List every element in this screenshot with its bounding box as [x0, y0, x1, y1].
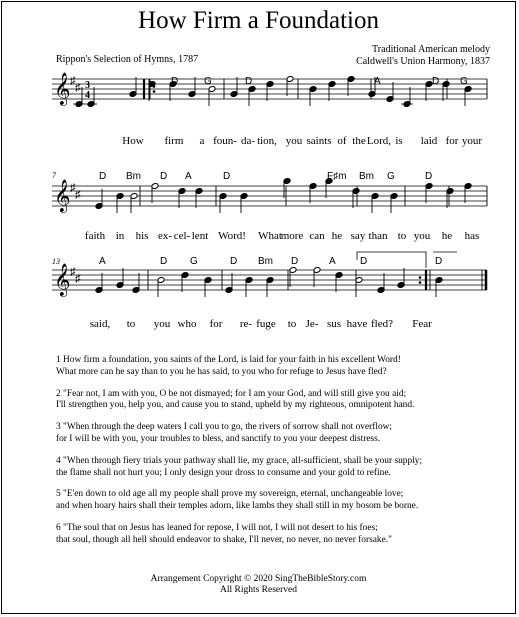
lyric-syllable: of — [337, 135, 347, 147]
chord-symbol: A — [185, 171, 192, 182]
lyric-syllable: than — [368, 230, 388, 242]
measure-number: 13 — [52, 257, 60, 266]
repeat-dot — [419, 276, 422, 279]
lyric-syllable: re- — [239, 318, 253, 330]
copyright-line: Arrangement Copyright © 2020 SingTheBibleStory.com — [150, 574, 367, 584]
first-ending-bracket — [357, 252, 426, 268]
chord-symbol: D — [223, 171, 231, 182]
treble-clef-icon: 𝄞 — [54, 179, 71, 212]
lyric-syllable: said, — [89, 318, 111, 330]
verse-line: I'll strengthen you, help you, and cause you to stand, upheld by my righteous, omnipotent hand. — [56, 400, 415, 411]
lyric-syllable: tion, — [257, 135, 277, 147]
lyric-syllable: lent — [191, 230, 209, 242]
copyright-footer — [2, 574, 515, 596]
lyric-syllable: is — [395, 135, 403, 147]
lyric-syllable: has — [464, 230, 480, 242]
verse-line: 4 "When through fiery trials your pathway shall lie, my grace, all-sufficient, shall be your supply; — [56, 455, 423, 466]
verse-line: 3 "When through the deep waters I call you to go, the rivers of sorrow shall not overflow; — [56, 422, 393, 433]
time-signature-top: 3 — [85, 80, 90, 91]
lyric-syllable: to — [287, 318, 297, 330]
lyric-syllable: fled? — [371, 318, 393, 330]
lyric-syllable: cel- — [173, 230, 191, 242]
key-signature-sharp-icon: ♯ — [70, 182, 76, 194]
key-signature-sharp-icon: ♯ — [70, 266, 76, 278]
lyric-syllable: in — [115, 230, 125, 242]
repeat-dot — [153, 90, 156, 93]
lyric-syllable: What — [258, 230, 282, 242]
chord-symbol: D — [432, 76, 440, 87]
lyric-syllable: foun- — [213, 135, 237, 147]
verse-line: 5 "E'en down to old age all my people shall prove my sovereign, eternal, unchangeable love; — [56, 489, 404, 500]
lyric-syllable: to — [126, 318, 136, 330]
lyric-syllable: he — [441, 230, 453, 242]
verse-line: 2 "Fear not, I am with you, O be not dismayed; for I am your God, and will still give you aid; — [56, 388, 407, 399]
lyric-syllable: a — [199, 135, 205, 147]
chord-symbol: D — [160, 256, 168, 267]
treble-clef-icon: 𝄞 — [54, 72, 71, 105]
chord-symbol: D — [160, 171, 168, 182]
lyric-syllable: can — [309, 230, 325, 242]
hymn-title: How Firm a Foundation — [138, 7, 379, 34]
chord-symbol: D — [230, 256, 238, 267]
verse-line: the flame shall not hurt you; I only design your dross to consume and your gold to refine. — [56, 467, 391, 478]
verse-line: 1 How firm a foundation, you saints of the Lord, is laid for your faith in his excellent Word! — [56, 355, 401, 365]
chord-symbol: Bm — [126, 171, 141, 182]
lyric-syllable: fuge — [256, 318, 276, 330]
lyric-syllable: Word! — [218, 230, 246, 242]
lyric-syllable: you — [285, 135, 303, 147]
chord-symbol: D — [291, 256, 299, 267]
treble-clef-icon: 𝄞 — [54, 263, 71, 296]
lyric-syllable: he — [331, 230, 343, 242]
lyric-syllable: ex- — [157, 230, 173, 242]
chord-symbol: G — [190, 256, 198, 267]
chord-symbol: A — [329, 256, 336, 267]
verse-line: 6 "The soul that on Jesus has leaned for repose, I will not, I will not desert to his foes; — [56, 522, 378, 533]
melody-source-line-2: Caldwell's Union Harmony, 1837 — [356, 56, 490, 67]
time-signature-bottom: 4 — [85, 90, 90, 101]
verse-3 — [56, 422, 506, 446]
chord-symbol: A — [374, 76, 381, 87]
lyric-syllable: your — [461, 135, 483, 147]
lyric-syllable: da- — [240, 135, 256, 147]
chord-symbol: G — [387, 171, 395, 182]
chord-symbol: D — [245, 76, 253, 87]
verse-5 — [56, 489, 506, 513]
hymn-source: Rippon's Selection of Hymns, 1787 — [56, 54, 199, 65]
verse-line: and when hoary hairs shall their temples adorn, like lambs they shall still in my bosom be borne. — [56, 501, 419, 512]
chord-symbol: Bm — [258, 256, 273, 267]
lyric-syllable: say — [350, 230, 366, 242]
lyric-syllable: you — [153, 318, 171, 330]
key-signature-sharp-icon: ♯ — [75, 189, 81, 201]
lyric-syllable: faith — [84, 230, 106, 242]
repeat-dot — [419, 281, 422, 284]
lyric-syllable: who — [177, 318, 197, 330]
measure-number: 7 — [52, 171, 56, 180]
lyric-syllable: How — [122, 135, 144, 147]
lyric-syllable: laid — [420, 135, 438, 147]
lyric-syllable: Je- — [305, 318, 319, 330]
rights-line: All Rights Reserved — [219, 585, 298, 595]
verse-4 — [56, 456, 506, 480]
verse-1 — [56, 355, 506, 379]
chord-symbol: F♯m — [327, 171, 347, 182]
sheet-music-page — [1, 1, 516, 614]
key-signature-sharp-icon: ♯ — [70, 75, 76, 87]
key-signature-sharp-icon: ♯ — [75, 273, 81, 285]
verse-2 — [56, 389, 506, 413]
lyric-syllable: more — [280, 230, 304, 242]
lyric-syllable: to — [397, 230, 407, 242]
lyric-syllable: Fear — [412, 318, 432, 330]
melody-source-line-1: Traditional American melody — [372, 44, 490, 55]
chord-symbol: D — [99, 171, 107, 182]
chord-symbol: D — [435, 256, 443, 267]
lyric-syllable: sus — [326, 318, 342, 330]
chord-symbol: D — [425, 171, 433, 182]
verse-line: What more can he say than to you he has said, to you who for refuge to Jesus have fled? — [56, 366, 387, 377]
lyric-syllable: his — [135, 230, 149, 242]
key-signature-sharp-icon: ♯ — [75, 82, 81, 94]
chord-symbol: D — [360, 256, 368, 267]
lyric-syllable: the — [352, 135, 366, 147]
lyric-syllable: firm — [164, 135, 184, 147]
verse-6 — [56, 523, 506, 547]
lyric-syllable: have — [346, 318, 368, 330]
lyric-syllable: for — [445, 135, 459, 147]
chord-symbol: G — [204, 76, 212, 87]
lyric-syllable: you — [413, 230, 431, 242]
lyric-syllable: for — [209, 318, 223, 330]
lyric-syllable: Lord, — [366, 135, 392, 147]
chord-symbol: Bm — [359, 171, 374, 182]
chord-symbol: G — [460, 76, 468, 87]
lyric-syllable: saints — [306, 135, 332, 147]
verse-line: that soul, though all hell should endeavor to shake, I'll never, no never, no never forsake." — [56, 534, 392, 545]
chord-symbol: A — [99, 256, 106, 267]
music-notation — [2, 2, 516, 347]
chord-symbol: D — [171, 76, 179, 87]
verse-line: for I will be with you, your troubles to bless, and sanctify to you your deepest distress. — [56, 433, 381, 444]
verses-block — [56, 355, 506, 557]
